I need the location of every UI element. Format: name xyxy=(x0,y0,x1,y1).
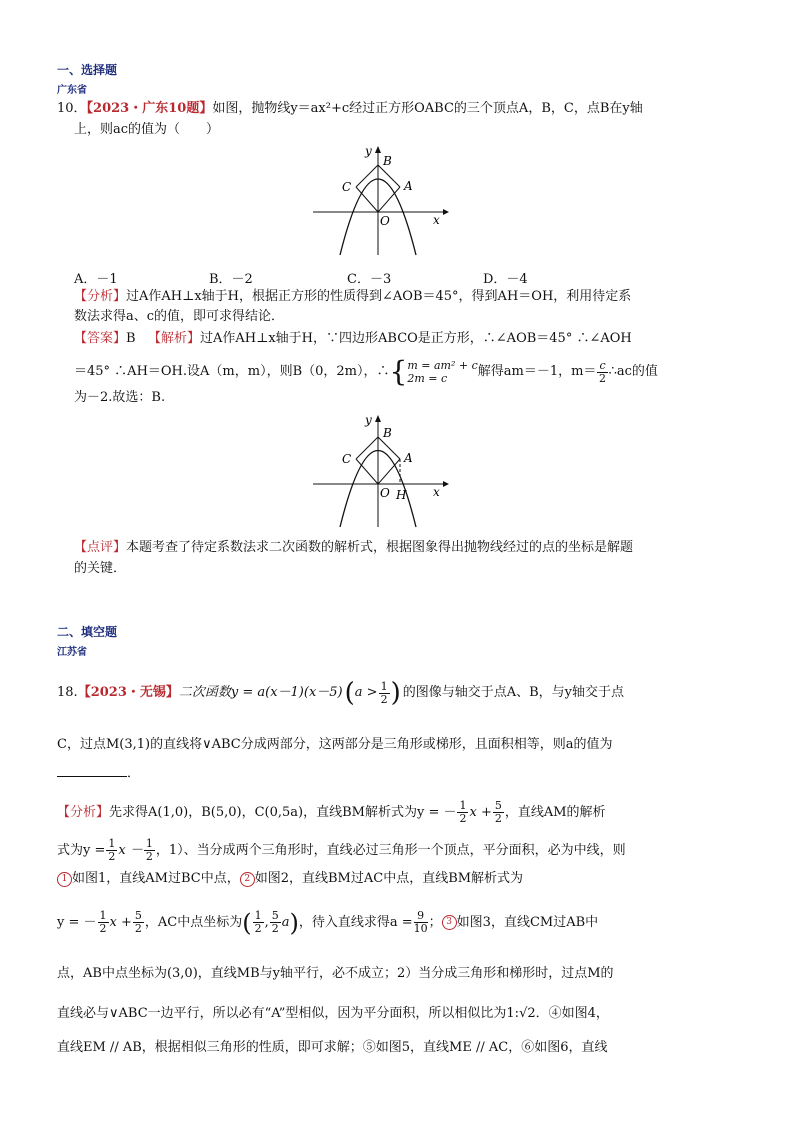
analysis18-line7: 直线EM // AB，根据相似三角形的性质，即可求解；⑤如图5，直线ME // AC，⑥如图6，直线 xyxy=(57,1040,608,1055)
analysis-text: 过A作AH⊥x轴于H，根据正方形的性质得到∠AOB＝45°，得到AH＝OH，利用待定系 xyxy=(126,289,632,304)
solution-text-2b: 解得am＝－1，m＝ xyxy=(477,364,597,379)
question-18-text1: 的图像与轴交于点A、B，与y轴交于点 xyxy=(402,685,625,700)
analysis18-line4: y = － $\frac{1}{2}$ x + $\frac{5}{2}$ ，AC中点坐标为 ( $\frac{1}{2}$ , $\frac{5}{2}$ a ) ，待入直线求得a = $\frac{9}{10}$ ； 3 如图3，直线CM过AB中 xyxy=(57,908,599,937)
solution-line2 xyxy=(74,355,658,388)
option-b: B．－2 xyxy=(209,272,253,287)
answer-value: B xyxy=(126,331,136,346)
province-label: 广东省 xyxy=(57,85,87,96)
parabola-figure-2 xyxy=(310,412,450,530)
fraction-c-over-2: $\frac{c}{2}$ xyxy=(599,358,607,385)
section-heading-2: 二、填空题 xyxy=(57,625,118,639)
point-a-label: A xyxy=(404,179,413,193)
section-heading: 一、选择题 xyxy=(57,63,118,77)
solution-text-2c: ∴ac的值 xyxy=(608,364,658,379)
question-10-line2: 上，则ac的值为（ ） xyxy=(74,122,220,137)
solution-line1 xyxy=(74,331,632,347)
origin-label: O xyxy=(380,214,390,228)
analysis18-line3: 1 如图1，直线AM过BC中点， 2 如图2，直线BM过AC中点，直线BM解析式为 xyxy=(57,871,523,887)
point-a-label-2: A xyxy=(404,451,413,465)
point-b-label-2: B xyxy=(383,426,392,440)
point-c-label: C xyxy=(342,180,352,194)
question-18-line1: 18. 【2023・无锡】 二次函数y = a(x－1)(x－5) ( a > $\frac{1}{2}$ ) 的图像与轴交于点A、B，与y轴交于点 xyxy=(57,678,625,708)
analysis-line1 xyxy=(74,289,631,305)
answer-tag: 【答案】 xyxy=(74,331,127,346)
fraction-half: $\frac{1}{2}$ xyxy=(380,679,388,706)
option-d: D．－4 xyxy=(483,272,528,287)
analysis18-line2: 式为y = $\frac{1}{2}$ x － $\frac{1}{2}$ ，1）、当分成两个三角形时，直线必过三角形一个顶点，平分面积，必为中线，则 xyxy=(57,837,626,863)
solution-text: 过A作AH⊥x轴于H，∵四边形ABCO是正方形，∴∠AOB＝45° ∴∠AOH xyxy=(200,331,632,346)
province-label-2: 江苏省 xyxy=(57,647,87,658)
circle-3: 3 xyxy=(442,915,457,930)
solution-tag: 【解析】 xyxy=(147,331,200,346)
y-axis-label: y xyxy=(365,144,372,158)
equation-1: m = am² + c xyxy=(407,359,478,372)
analysis18-line5: 点，AB中点坐标为(3,0)，直线MB与y轴平行，必不成立；2）当分成三角形和梯形时，过点M的 xyxy=(57,966,614,981)
option-c: C．－3 xyxy=(347,272,392,287)
question-number: 10． xyxy=(57,101,87,116)
x-axis-label-2: x xyxy=(433,485,440,499)
parabola-figure-1 xyxy=(310,143,450,258)
analysis18-line1: 【分析】 先求得A(1,0)，B(5,0)，C(0,5a)，直线BM解析式为y = － $\frac{1}{2}$ x + $\frac{5}{2}$ ，直线AM的解析 xyxy=(57,799,606,825)
y-axis-label-2: y xyxy=(365,413,372,427)
point-b-label: B xyxy=(383,154,392,168)
question-18-line2: C，过点M(3,1)的直线将∨ABC分成两部分，这两部分是三角形或梯形，且面积相等，则a的值为 xyxy=(57,737,613,752)
analysis-line2: 数法求得a、c的值，即可求得结论． xyxy=(74,309,285,324)
question-text: 如图，抛物线y＝ax²+c经过正方形OABC的三个顶点A，B，C，点B在y轴 xyxy=(212,101,643,116)
review-tag: 【点评】 xyxy=(74,540,127,555)
solution-line3: 为－2.故选：B. xyxy=(74,390,166,405)
source-tag: 【2023・广东10题】 xyxy=(86,101,213,116)
review-text: 本题考查了待定系数法求二次函数的解析式，根据图象得出抛物线经过的点的坐标是解题 xyxy=(126,540,634,555)
solution-text-2a: ＝45° ∴AH＝OH.设A（m，m），则B（0，2m），∴ xyxy=(74,364,390,379)
x-axis-label: x xyxy=(433,213,440,227)
function-expression: 二次函数y = a(x－1)(x－5) xyxy=(178,685,343,700)
analysis18-tag: 【分析】 xyxy=(57,804,110,820)
option-a: A．－1 xyxy=(74,272,118,287)
point-h-label: H xyxy=(396,488,407,502)
source-tag-18: 【2023・无锡】 xyxy=(77,685,179,700)
answer-blank xyxy=(57,776,127,777)
question-10-line1 xyxy=(57,101,643,117)
review-line1 xyxy=(74,540,633,556)
equation-2: 2m = c xyxy=(407,372,448,385)
condition-a: a > xyxy=(354,685,378,700)
analysis18-line6: 直线必与∨ABC一边平行，所以必有“A”型相似，因为平分面积，所以相似比为1:√2．④如图4， xyxy=(57,1006,609,1021)
origin-label-2: O xyxy=(380,486,390,500)
question-number-18: 18. xyxy=(57,685,78,700)
equation-system: { m = am² + c 2m = c xyxy=(389,355,478,388)
review-line2: 的关键． xyxy=(74,561,127,576)
circle-1: 1 xyxy=(57,872,72,887)
circle-2: 2 xyxy=(240,872,255,887)
point-c-label-2: C xyxy=(342,452,352,466)
analysis-tag: 【分析】 xyxy=(74,289,127,304)
question-18-line3: ． xyxy=(57,766,140,782)
